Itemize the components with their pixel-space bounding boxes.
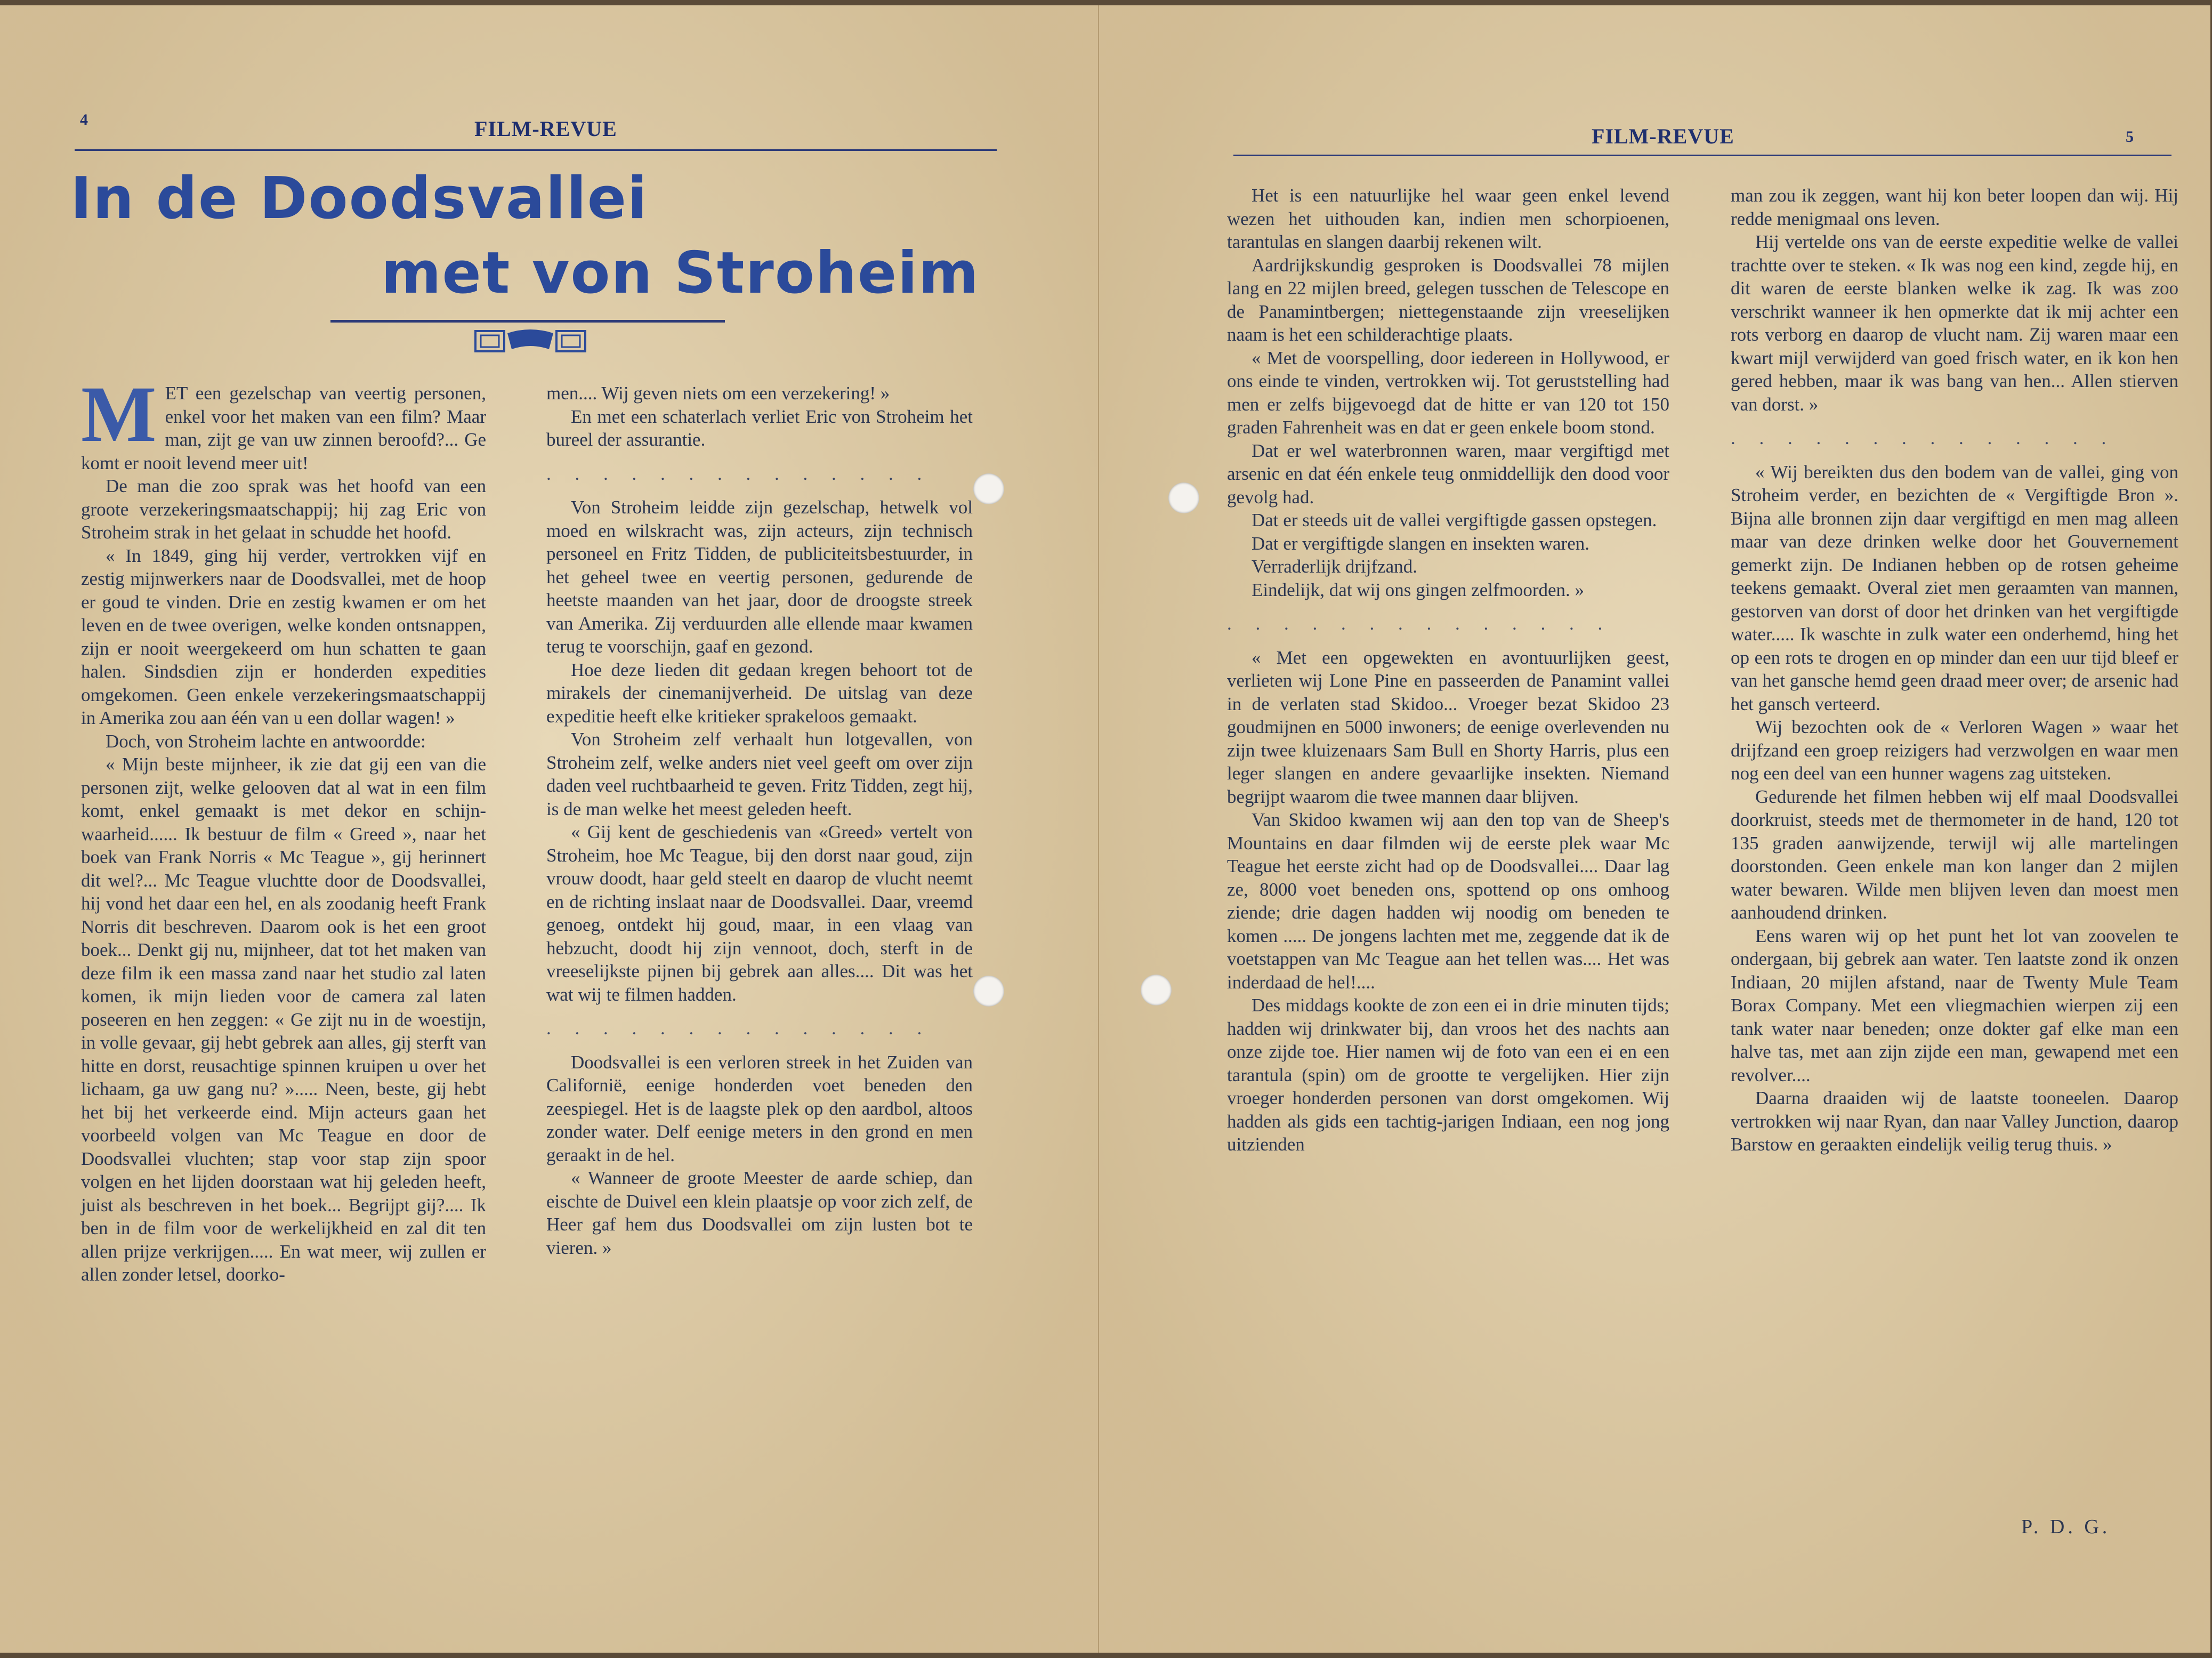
paragraph: Von Stroheim leidde zijn gezelschap, hetwelk vol moed en wilskracht was, zijn acteurs, zijn technisch personeel en Fritz Tidden, de publiciteitsbestuurder, in het geheel twee en veertig personen, gedurende de heetste maanden van het jaar, door de droogste streek van Amerika. Zij verduurden alle ellende maar kwamen terug te voorschijn, gaaf en gezond. [546,497,973,657]
ornament-icon [474,328,586,355]
right-page [1099,5,2210,1653]
binding-hole [973,473,1004,504]
binding-hole [1141,975,1172,1005]
paragraph: Dat er wel waterbronnen waren, maar vergiftigd met arsenic en dat één enkele teug onmiddellijk den dood voor gevolg had. [1227,440,1669,508]
title-underline [330,320,725,323]
page-number: 5 [2126,128,2134,146]
paragraph: « Gij kent de geschiedenis van «Greed» vertelt von Stroheim, hoe Mc Teague, bij den dorst naar goud, zijn vrouw doodt, haar geld steelt en daarop de vlucht neemt en de richting inslaat naar de Doodsvallei. Daar, vreemd genoeg, ontdekt hij goud, maar, in een vlaag van hebzucht, doodt hij zijn vennoot, doch, sterft in de vreeselijkste pijnen bij gebrek aan alles.... Dit was het wat wij te filmen hadden. [546,822,973,1005]
article-column-1 [81,370,486,1286]
paragraph: Des middags kookte de zon een ei in drie minuten tijds; hadden wij drinkwater bij, dan vroos het des nachts aan onze zijde toe. Hier namen wij de foto van een ei en een tarantula (spin) om de grootte te vergelijken. Hier zijn vroeger honderden personen van dorst omgekomen. Wij hadden als gids een tachtig-jarigen Indiaan, een nog jong uitzienden [1227,995,1669,1155]
paragraph: Doch, von Stroheim lachte en antwoordde: [106,730,426,752]
binding-hole [1168,482,1199,513]
paragraph: Hij vertelde ons van de eerste expeditie welke de vallei trachtte over te steken. « Ik was nog een kind, zegde hij, en dit waren de eerste blanken welke ik zag. Ik was zoo verschrikt wanneer ik hen opmerkte dat ik mij achter een rots verborg en daarop de vlucht nam. Zij waren maar een kwart mijl verwijderd van goed frisch water, en ik kon hen gered hebben, maar ik was bang van hen... Allen stierven van dorst. » [1731,231,2178,415]
paragraph: « Wanneer de groote Meester de aarde schiep, dan eischte de Duivel een klein plaatsje op voor zich zelf, de Heer gaf hem dus Doodsvallei om zijn lusten bot te vieren. » [546,1168,973,1258]
drop-cap: M [81,370,157,458]
author-signature: P. D. G. [2021,1516,2111,1538]
section-dots: . . . . . . . . . . . . . . [1227,613,1612,634]
paragraph: men.... Wij geven niets om een verzekering! » [546,383,890,404]
running-header: FILM-REVUE [474,117,617,141]
paragraph: Eindelijk, dat wij ons gingen zelfmoorden. » [1252,579,1585,600]
section-dots: . . . . . . . . . . . . . . [546,463,932,484]
paragraph: Aardrijkskundig gesproken is Doodsvallei 78 mijlen lang en 22 mijlen breed, gelegen tusschen de Telescope en de Panamintbergen; niettegenstaande zijn vreeselijken naam is het een schilderachtige plaats. [1227,254,1669,345]
paragraph: Eens waren wij op het punt het lot van zoovelen te ondergaan, bij gebrek aan water. Ten laatste zond ik onzen Indiaan, 20 mijlen afstand, naar de Twenty Mule Team Borax Company. Met een vliegmachien wierpen zij een tank water naar beneden; onze dokter gaf elke man een halve tas, met aan zijn zijde een man, gewapend met een revolver.... [1731,925,2178,1085]
paragraph: « Met de voorspelling, door iedereen in Hollywood, er ons einde te vinden, vertrokken wij. Tot geruststelling had men er zelfs bijgevoegd dat de hitte er van 120 tot 150 graden Fahrenheit was en dat er geen enkele boom stond. [1227,347,1669,438]
paragraph: « Mijn beste mijnheer, ik zie dat gij een van die personen zijt, welke gelooven dat al wat in een film komt, enkel gemaakt is met dekor en schijn-waarheid...... Ik bestuur de film « Greed », naar het boek van Frank Norris « Mc Teague », gij herinnert dit wel?... Mc Teague vluchtte door de Doodsvallei, hij vond het daar een hel, en als zoodanig heeft Frank Norris dit beschreven. Daarom ook is het een groot boek... Denkt gij nu, mijnheer, dat tot het maken van deze film ik een massa zand naar het studio zal laten komen, ik mijn lieden voor de camera zal laten poseeren en hen zeggen: « Ge zijt nu in de woestijn, in volle gevaar, gij hebt gebrek aan alles, gij sterft van hitte en dorst, reusachtige spinnen kruipen u over het lichaam, ga uw gang nu? »..... Neen, beste, gij hebt het bij het verkeerde eind. Mijn acteurs gaan het voorbeeld volgen van Mc Teague en door de Doodsvallei vluchten; stap voor stap zijn spoor volgen en het lijden doorstaan wat hij geleden heeft, juist als beschreven in het boek... Begrijpt gij?.... Ik ben in de film voor de werkelijkheid en zal dit ten allen prijze verkrijgen..... En wat meer, wij zullen er allen zonder letsel, doorko- [81,754,486,1285]
running-header: FILM-REVUE [1592,124,1734,148]
paragraph: Daarna draaiden wij de laatste tooneelen. Daarop vertrokken wij naar Ryan, dan naar Valley Junction, daarop Barstow en geraakten eindelijk veilig terug thuis. » [1731,1088,2178,1155]
paragraph: « Wij bereikten dus den bodem van de vallei, ging von Stroheim verder, en bezichten de « Vergiftigde Bron ». Bijna alle bronnen zijn daar vergiftigd en men mag alleen maar van deze drinken welke door het Gouvernement gemerkt zijn. De Indianen hebben op de rotsen geheime teekens gemaakt. Overal ziet men geraamten van mannen, gestorven van dorst of door het drinken van het vergiftigde water..... Ik waschte in zulk water een onderhemd, hing het op een rots te drogen en op minder dan een uur tijd bleef er van het gansche hemd geen draad meer over; de arsenic had het gansch verteerd. [1731,461,2178,714]
paragraph: Dat er steeds uit de vallei vergiftigde gassen opstegen. [1252,510,1657,530]
article-column-4 [1731,184,2178,1156]
paragraph: man zou ik zeggen, want hij kon beter loopen dan wij. Hij redde menigmaal ons leven. [1731,185,2178,229]
header-rule [1233,155,2171,156]
article-column-3 [1227,184,1669,1156]
left-page [0,5,1099,1653]
page-number: 4 [80,111,88,128]
paragraph: Wij bezochten ook de « Verloren Wagen » waar het drijfzand een groep reizigers had verzwolgen en waar men nog een deel van een hunner wagens zag uitsteken. [1731,717,2178,784]
paragraph: Van Skidoo kwamen wij aan den top van de Sheep's Mountains en daar filmden wij de eerste plek waar Mc Teague het eerste zicht had op de Doodsvallei.... Daar lag ze, 8000 voet beneden ons, spottend op ons omhoog ziende; drie dagen hadden wij noodig om beneden te komen ..... De jongens lachten met me, zeggende dat ik de voetstappen van Mc Teague aan het tellen was.... Het was inderdaad de hel!.... [1227,809,1669,993]
paragraph: Von Stroheim zelf verhaalt hun lotgevallen, von Stroheim zelf, welke anders niet veel geeft om over zijn daden veel ruchtbaarheid te geven. Fritz Tidden, zegt hij, is de man welke het meest geleden heeft. [546,729,973,819]
article-title-line1: In de Doodsvallei [70,165,649,232]
paragraph: « In 1849, ging hij verder, vertrokken vijf en zestig mijnwerkers naar de Doodsvallei, met de hoop er goud te vinden. Drie en zestig kwamen er om het leven en de twee overigen, welke konden ontsnappen, zijn er nooit weergekeerd om hun schatten te gaan halen. Sindsdien zijn er honderden expedities omgekomen. Geen enkele verzekeringsmaatschappij in Amerika zou aan één van u een dollar wagen! » [81,545,486,728]
article-column-2 [546,382,973,1259]
section-dots: . . . . . . . . . . . . . . [1731,428,2116,448]
header-rule [75,149,997,151]
title-ornament [474,328,586,355]
paragraph: En met een schaterlach verliet Eric von Stroheim het bureel der assurantie. [546,406,973,450]
binding-hole [973,976,1004,1007]
section-dots: . . . . . . . . . . . . . . [546,1018,932,1039]
paragraph: Hoe deze lieden dit gedaan kregen behoort tot de mirakels der cinemanijverheid. De uitslag van deze expeditie heeft elke kritieker sprakeloos gemaakt. [546,659,973,727]
paragraph: Gedurende het filmen hebben wij elf maal Doodsvallei doorkruist, steeds met de thermometer in de hand, 120 tot 135 graden aanwijzende, terwijl wij alle martelingen doorstonden. Geen enkele man kon langer dan 2 mijlen water bewaren. Wilde men blijven leven dan moest men aanhoudend drinken. [1731,786,2178,923]
paragraph: Doodsvallei is een verloren streek in het Zuiden van Californië, eenige honderden voet beneden den zeespiegel. Het is de laagste plek op den aardbol, altoos zonder water. Delf eenige meters in den grond en men geraakt in de hel. [546,1051,973,1165]
paragraph: « Met een opgewekten en avontuurlijken geest, verlieten wij Lone Pine en passeerden de Panamint vallei in de verlaten stad Skidoo... Vroeger bezat Skidoo 23 goudmijnen en 5000 inwoners; de eenige overlevenden nu zijn twee kluizenaars Sam Bull en Shorty Harris, plus een leger slangen en andere gevaarlijke insekten. Niemand begrijpt waarom die twee mannen daar blijven. [1227,647,1669,807]
article-title-line2: met von Stroheim [381,240,980,307]
paragraph: MET een gezelschap van veertig personen, enkel voor het maken van een film? Maar man, zijt ge van uw zinnen beroofd?... Ge komt er nooit levend meer uit! [81,370,486,473]
paragraph: De man die zoo sprak was het hoofd van een groote verzekeringsmaatschappij; hij zag Eric von Stroheim strak in het gelaat in schudde het hoofd. [81,476,486,543]
paragraph: Het is een natuurlijke hel waar geen enkel levend wezen het uithouden kan, indien men schorpioenen, tarantulas en slangen daarbij rekenen wilt. [1227,185,1669,252]
paragraph: Verraderlijk drijfzand. [1252,556,1417,577]
paragraph: Dat er vergiftigde slangen en insekten waren. [1252,533,1589,554]
